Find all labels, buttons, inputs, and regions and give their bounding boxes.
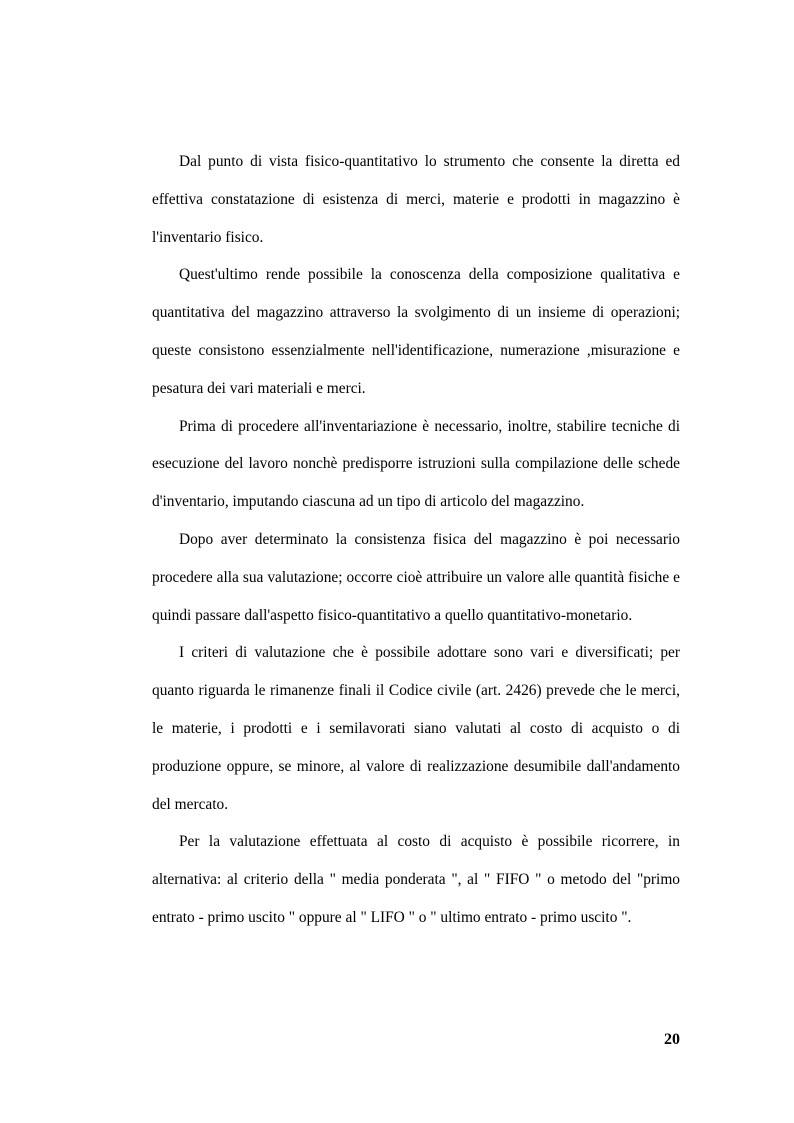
paragraph-5: I criteri di valutazione che è possibile adottare sono vari e diversificati; per quanto riguarda le rimanenze finali il Codice civile (art. 2426) prevede che le merci, le materie, i prodotti e i semilavorati siano valutati al costo di acquisto o di produzione oppure, se minore, al valore di realizzazione desumibile dall'andamento del mercato. [152,644,680,813]
page-body [152,143,680,937]
paragraph-6: Per la valutazione effettuata al costo di acquisto è possibile ricorrere, in alternativa: al criterio della " media ponderata ", al " FIFO " o metodo del "primo entrato - primo uscito " oppure al " LIFO " o " ultimo entrato - primo uscito ". [152,833,680,926]
paragraph-4: Dopo aver determinato la consistenza fisica del magazzino è poi necessario procedere alla sua valutazione; occorre cioè attribuire un valore alle quantità fisiche e quindi passare dall'aspetto fisico-quantitativo a quello quantitativo-monetario. [152,530,680,624]
paragraph-3: Prima di procedere all'inventariazione è necessario, inoltre, stabilire tecniche di esecuzione del lavoro nonchè predisporre istruzioni sulla compilazione delle schede d'inventario, imputando ciascuna ad un tipo di articolo del magazzino. [152,417,680,511]
paragraph-1: Dal punto di vista fisico-quantitativo lo strumento che consente la diretta ed effettiva constatazione di esistenza di merci, materie e prodotti in magazzino è l'inventario fisico. [152,153,680,246]
page-number: 20 [664,1031,680,1048]
paragraph-2: Quest'ultimo rende possibile la conoscenza della composizione qualitativa e quantitativa del magazzino attraverso la svolgimento di un insieme di operazioni; queste consistono essenzialmente nell'identificazione, numerazione ,misurazione e pesatura dei vari materiali e merci. [152,266,680,397]
